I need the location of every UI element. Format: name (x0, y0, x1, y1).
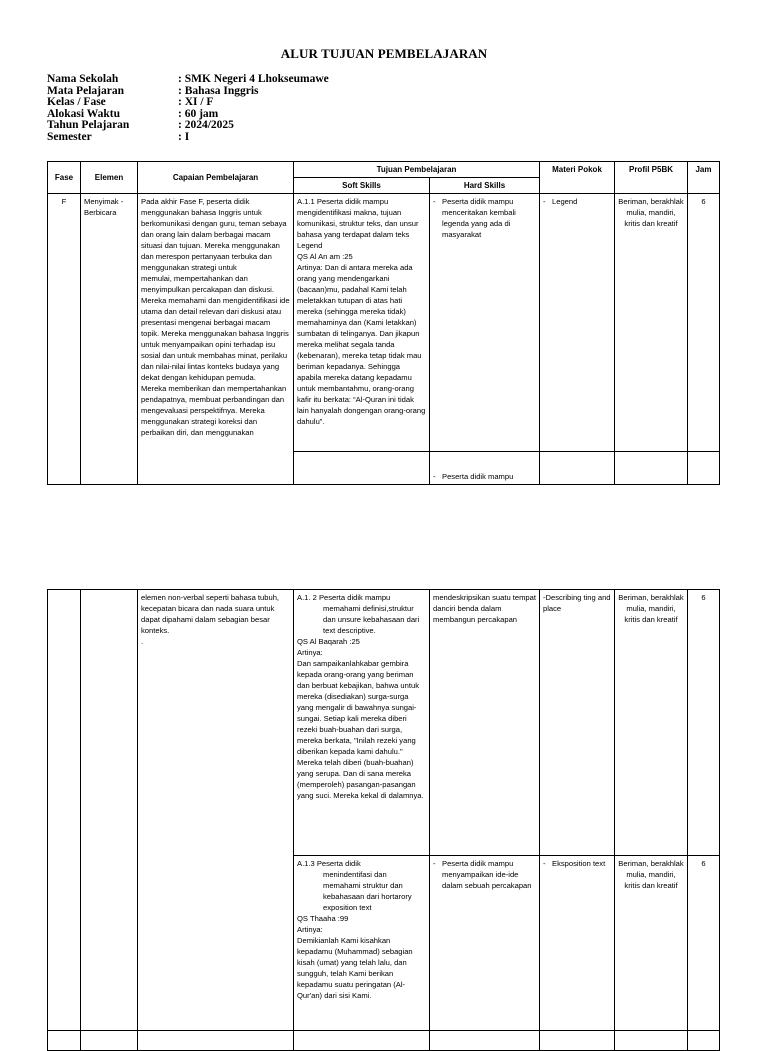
cell-fase: F (48, 194, 81, 485)
cell-empty (688, 1031, 720, 1051)
soft-skill-objective: A.1. 2 Peserta didik mampu (297, 593, 391, 602)
header-soft-skills: Soft Skills (294, 178, 430, 194)
cell-empty (138, 1031, 294, 1051)
cell-profil-empty (615, 452, 688, 485)
info-row (47, 120, 329, 132)
soft-skill-objective: A.1.1 Peserta didik mampu mengidentifikasi makna, tujuan komunikasi, struktur teks, dan unsur bahasa yang terdapat dalam teks Legend (297, 197, 419, 250)
cell-materi: - Eksposition text (540, 856, 615, 1031)
cell-soft-skill (294, 590, 430, 856)
header-hard-skills: Hard Skills (430, 178, 540, 194)
capaian-paragraph: Pada akhir Fase F, peserta didik menggunakan bahasa Inggris untuk berkomunikasi dengan guru, teman sebaya dan orang lain dalam berbagai macam situasi dan tujuan. Mereka menggunakan dan merespon pertanyaan terbuka dan menggunakan strategi untuk (141, 197, 287, 272)
cell-jam: 6 (688, 856, 720, 1031)
soft-skill-objective-detail: menindentifasi dan memahami struktur dan kebahasaan dari hortarory exposition text (323, 870, 412, 912)
capaian-paragraph: Mereka memberikan dan mempertahankan pendapatnya, membuat perbandingan dan mengevaluasi perspektifnya. Mereka menggunakan strategi koreksi dan perbaikan diri, dan menggunakan (141, 384, 287, 437)
materi-text: Eksposition text (552, 859, 606, 868)
document-title: ALUR TUJUAN PEMBELAJARAN (280, 46, 488, 61)
header-capaian: Capaian Pembelajaran (138, 162, 294, 194)
soft-skill-translation: Artinya: Dan di antara mereka ada orang yang mendengarkani (bacaan)mu, padahal Kami telah meletakkan tutupan di atas hati mereka (sehingga mereka tidak) memahaminya dan (Kami letakkan) sumbatan di telinganya. Dan jikapun mereka melihat segala tanda (kebenaran), mereka tetap tidak mau beriman kepadanya. Sehingga apabila mereka datang kepadamu untuk membantahmu, orang-orang kafir itu berkata: “Al-Quran ini tidak lain hanyalah dongengan orang-orang dahulu”. (297, 263, 426, 426)
capaian-paragraph: memulai, mempertahankan dan menyimpulkan percakapan dan diskusi. Mereka memahami dan mengidentifikasi ide utama dan detail relevan dari diskusi atau presentasi mengenai berbagai macam topik. Mereka menggunakan bahasa Inggris untuk menyampaikan opini terhadap isu sosial dan untuk membahas minat, perilaku dan nilai-nilai lintas konteks budaya yang dekat dengan kehidupan pemuda. (141, 274, 290, 382)
info-value: : SMK Negeri 4 Lhokseumawe (178, 73, 329, 85)
cell-capaian (138, 194, 294, 485)
header-materi: Materi Pokok (540, 162, 615, 194)
header-fase: Fase (48, 162, 81, 194)
cell-materi: - Legend (540, 194, 615, 452)
learning-flow-table (47, 161, 720, 485)
cell-profil: Beriman, berakhlak mulia, mandiri, kritis dan kreatif (615, 856, 688, 1031)
cell-jam-empty (688, 452, 720, 485)
cell-hard-skill: mendeskripsikan suatu tempat danciri benda dalam membangun percakapan (430, 590, 540, 856)
cell-elemen-empty (81, 590, 138, 1031)
info-row (47, 97, 329, 109)
soft-skill-translation-label: Artinya: (297, 648, 323, 657)
info-label: Mata Pelajaran (47, 84, 124, 97)
materi-text: Legend (552, 197, 578, 206)
header-profil: Profil P5BK (615, 162, 688, 194)
soft-skill-translation: Dan sampaikanlahkabar gembira kepada orang-orang yang beriman dan berbuat kebajikan, bahwa untuk mereka (disediakan) surga-surga yang mengalir di bawahnya sungai-sungai. Setiap kali mereka diberi rezeki buah-buahan dari surga, mereka berkata, "Inilah rezeki yang diberikan kepada kami dahulu." Mereka telah diberi (buah-buahan) yang serupa. Dan di sana mereka (memperoleh) pasangan-pasangan yang suci. Mereka kekal di dalamnya. (297, 659, 424, 800)
info-value: : 60 jam (178, 107, 219, 120)
info-label: Nama Sekolah (47, 73, 119, 85)
cell-fase-empty (48, 590, 81, 1031)
header-tujuan: Tujuan Pembelajaran (294, 162, 540, 178)
cell-hard-skill: - Peserta didik mampu menceritakan kembali legenda yang ada di masyarakat (430, 194, 540, 452)
cell-hard-skill: - Peserta didik mampu (430, 452, 540, 485)
cell-hard-skill: - Peserta didik mampu menyampaikan ide-ide dalam sebuah percakapan (430, 856, 540, 1031)
cell-empty (540, 1031, 615, 1051)
hard-skill-text: Peserta didik mampu menceritakan kembali legenda yang ada di masyarakat (442, 197, 516, 239)
school-info (47, 74, 329, 143)
cell-materi: -Describing ting and place (540, 590, 615, 856)
soft-skill-objective-detail: memahami definisi,struktur dan unsure kebahasaan dari text descriptive. (323, 604, 420, 635)
info-value: : 2024/2025 (178, 119, 234, 131)
info-label: Tahun Pelajaran (47, 119, 130, 131)
info-label: Semester (47, 130, 92, 143)
cell-materi-empty (540, 452, 615, 485)
cell-capaian (138, 590, 294, 1031)
header-elemen: Elemen (81, 162, 138, 194)
capaian-dot: . (141, 637, 144, 646)
capaian-paragraph: elemen non-verbal seperti bahasa tubuh, kecepatan bicara dan nada suara untuk dapat dipahami dalam sebagian besar konteks. (141, 593, 280, 635)
info-row (47, 132, 329, 144)
cell-soft-skill-empty (294, 452, 430, 485)
soft-skill-verse: QS Al Baqarah :25 (297, 637, 360, 646)
cell-jam: 6 (688, 590, 720, 856)
cell-empty (615, 1031, 688, 1051)
hard-skill-text: Peserta didik mampu (442, 472, 514, 481)
cell-soft-skill (294, 856, 430, 1031)
soft-skill-verse: QS Al An am :25 (297, 252, 353, 261)
hard-skill-text: Peserta didik mampu menyampaikan ide-ide dalam sebuah percakapan (442, 859, 532, 890)
info-label: Kelas / Fase (47, 96, 106, 108)
cell-jam: 6 (688, 194, 720, 452)
info-row (47, 74, 329, 86)
cell-profil: Beriman, berakhlak mulia, mandiri, kritis dan kreatif (615, 590, 688, 856)
soft-skill-translation-label: Artinya: (297, 925, 323, 934)
soft-skill-objective: A.1.3 Peserta didik (297, 859, 361, 868)
soft-skill-verse: QS Thaaha :99 (297, 914, 349, 923)
info-value: : I (178, 130, 190, 143)
cell-soft-skill (294, 194, 430, 452)
header-jam: Jam (688, 162, 720, 194)
cell-empty (294, 1031, 430, 1051)
cell-profil: Beriman, berakhlak mulia, mandiri, kritis dan kreatif (615, 194, 688, 452)
info-value: : XI / F (178, 96, 214, 108)
cell-empty (48, 1031, 81, 1051)
soft-skill-translation: Demikianlah Kami kisahkan kepadamu (Muhammad) sebagian kisah (umat) yang telah lalu, dan sungguh, telah Kami berikan kepadamu suatu peringatan (Al-Qur'an) dari sisi Kami. (297, 936, 413, 1000)
learning-flow-table-continued (47, 589, 720, 1051)
cell-empty (430, 1031, 540, 1051)
info-value: : Bahasa Inggris (178, 84, 259, 97)
info-label: Alokasi Waktu (47, 107, 120, 120)
cell-elemen: Menyimak - Berbicara (81, 194, 138, 485)
cell-empty (81, 1031, 138, 1051)
